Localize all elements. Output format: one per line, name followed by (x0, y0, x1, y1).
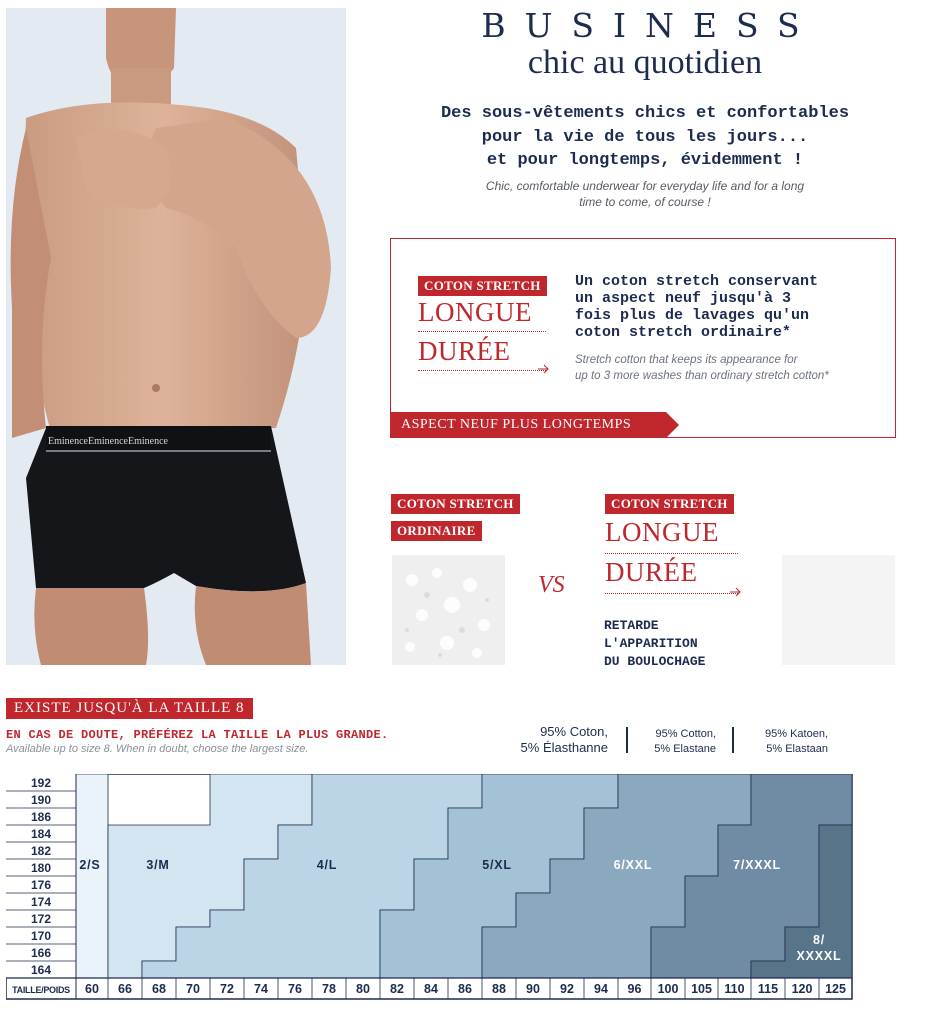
size-advice-fr: EN CAS DE DOUTE, PRÉFÉREZ LA TAILLE LA PLUS GRANDE. (6, 728, 389, 742)
weight-label: 110 (724, 982, 745, 996)
ordinary-fabric-swatch (392, 555, 505, 665)
intro-french (395, 102, 895, 173)
composition-line: 95% Coton, (540, 724, 608, 739)
weight-label: 80 (356, 982, 370, 996)
size-label: 8/ (812, 933, 826, 947)
height-label: 176 (30, 878, 52, 892)
composition-line: 5% Elastane (654, 743, 716, 755)
versus-label: VS (538, 572, 565, 598)
intro-en-line: Chic, comfortable underwear for everyday life and for a long (485, 179, 805, 193)
pilled-texture (392, 555, 505, 665)
size-label: 2/S (79, 858, 101, 872)
feature-desc-en-line: Stretch cotton that keeps its appearance for (575, 354, 798, 366)
pilling-description (604, 617, 705, 671)
weight-label: 105 (691, 982, 712, 996)
size-label: XXXXL (796, 949, 842, 963)
pilling-line: DU BOULOCHAGE (604, 654, 706, 669)
collection-title: BUSINESS (481, 6, 819, 45)
weight-label: 100 (657, 982, 679, 996)
height-label: 166 (30, 946, 52, 960)
weight-label: 94 (594, 982, 608, 996)
size-label: 6/XXL (613, 858, 653, 872)
feature-desc-line: fois plus de lavages qu'un (575, 307, 810, 324)
weight-label: 68 (152, 982, 166, 996)
weight-label: 78 (322, 982, 336, 996)
ordinary-tag-2 (391, 521, 482, 541)
height-label: 186 (30, 810, 52, 824)
weight-label: 74 (254, 982, 268, 996)
size-label: 7/XXXL (733, 858, 781, 872)
ordinary-tag-1 (391, 494, 520, 514)
feature-tag (418, 276, 547, 296)
feature-description-fr (575, 273, 818, 341)
composition-en (636, 727, 716, 757)
weight-label: 70 (186, 982, 200, 996)
banner-text: ASPECT NEUF PLUS LONGTEMPS (401, 417, 632, 432)
weight-label: 90 (526, 982, 540, 996)
composition-line: 95% Cotton, (655, 728, 716, 740)
product-photo (6, 8, 346, 665)
size-label: 4/L (316, 858, 338, 872)
composition-line: 5% Elastaan (766, 743, 828, 755)
size-region (76, 774, 108, 978)
weight-row-header: TAILLE/POIDS (12, 985, 70, 995)
model-illustration (6, 8, 346, 665)
weight-label: 86 (458, 982, 472, 996)
long-duration-tag-text: COTON STRETCH (605, 494, 734, 514)
ordinary-tag-text: COTON STRETCH (391, 494, 520, 514)
feature-banner (390, 412, 678, 438)
intro-line: pour la vie de tous les jours... (481, 127, 809, 147)
long-duration-title-1: LONGUE (605, 517, 738, 554)
long-duration-tag (605, 494, 734, 514)
intro-line: Des sous-vêtements chics et confortables (440, 104, 850, 123)
composition-line: 5% Élasthanne (520, 740, 608, 755)
collection-subtitle: chic au quotidien (527, 44, 763, 81)
weight-label: 72 (220, 982, 234, 996)
composition-line: 95% Katoen, (765, 728, 828, 740)
long-duration-fabric-swatch (782, 555, 895, 665)
weight-label: 125 (825, 982, 846, 996)
feature-title-line2: DURÉE (418, 336, 546, 371)
size-advice-en: Available up to size 8. When in doubt, choose the largest size. (6, 743, 309, 755)
composition-nl (748, 727, 828, 757)
arrow-right-icon (536, 362, 550, 376)
feature-description-en (575, 352, 829, 384)
height-label: 190 (30, 793, 52, 807)
feature-desc-line: Un coton stretch conservant (575, 273, 819, 290)
size-label: 3/M (146, 858, 170, 872)
weight-label: 115 (757, 982, 779, 996)
height-label: 170 (30, 929, 52, 943)
divider (732, 727, 734, 753)
weight-label: 66 (118, 982, 132, 996)
weight-label: 120 (791, 982, 813, 996)
arrow-right-icon (728, 585, 742, 599)
pilling-line: L'APPARITION (604, 636, 698, 651)
weight-label: 60 (85, 982, 99, 996)
size-chart (6, 774, 853, 1000)
feature-desc-line: un aspect neuf jusqu'à 3 (575, 290, 792, 307)
pilling-line: RETARDE (604, 618, 659, 633)
height-label: 180 (30, 861, 52, 875)
divider (626, 727, 628, 753)
weight-label: 84 (424, 982, 438, 996)
weight-label: 76 (288, 982, 302, 996)
height-label: 182 (30, 844, 52, 858)
height-label: 184 (30, 827, 52, 841)
feature-desc-en-line: up to 3 more washes than ordinary stretch cotton* (575, 370, 829, 382)
weight-label: 96 (627, 982, 642, 996)
intro-line: et pour longtemps, évidemment ! (486, 151, 804, 170)
feature-title-line1: LONGUE (418, 297, 546, 332)
weight-label: 92 (560, 982, 574, 996)
size-label: 5/XL (482, 858, 512, 872)
weight-label: 82 (390, 982, 404, 996)
coton-stretch-tag: COTON STRETCH (418, 276, 547, 296)
composition-fr (470, 724, 608, 756)
intro-english (455, 179, 835, 210)
ordinary-tag-text: ORDINAIRE (391, 521, 482, 541)
height-label: 172 (30, 912, 52, 926)
long-duration-title-2: DURÉE (605, 557, 738, 594)
feature-desc-line: coton stretch ordinaire* (575, 324, 792, 341)
waistband-text: EminenceEminenceEminence (48, 436, 168, 447)
height-label: 164 (30, 963, 52, 977)
height-label: 192 (30, 776, 52, 790)
weight-label: 88 (492, 982, 506, 996)
height-label: 174 (30, 895, 52, 909)
size-section-title: EXISTE JUSQU'À LA TAILLE 8 (6, 698, 253, 719)
intro-en-line: time to come, of course ! (579, 194, 711, 209)
